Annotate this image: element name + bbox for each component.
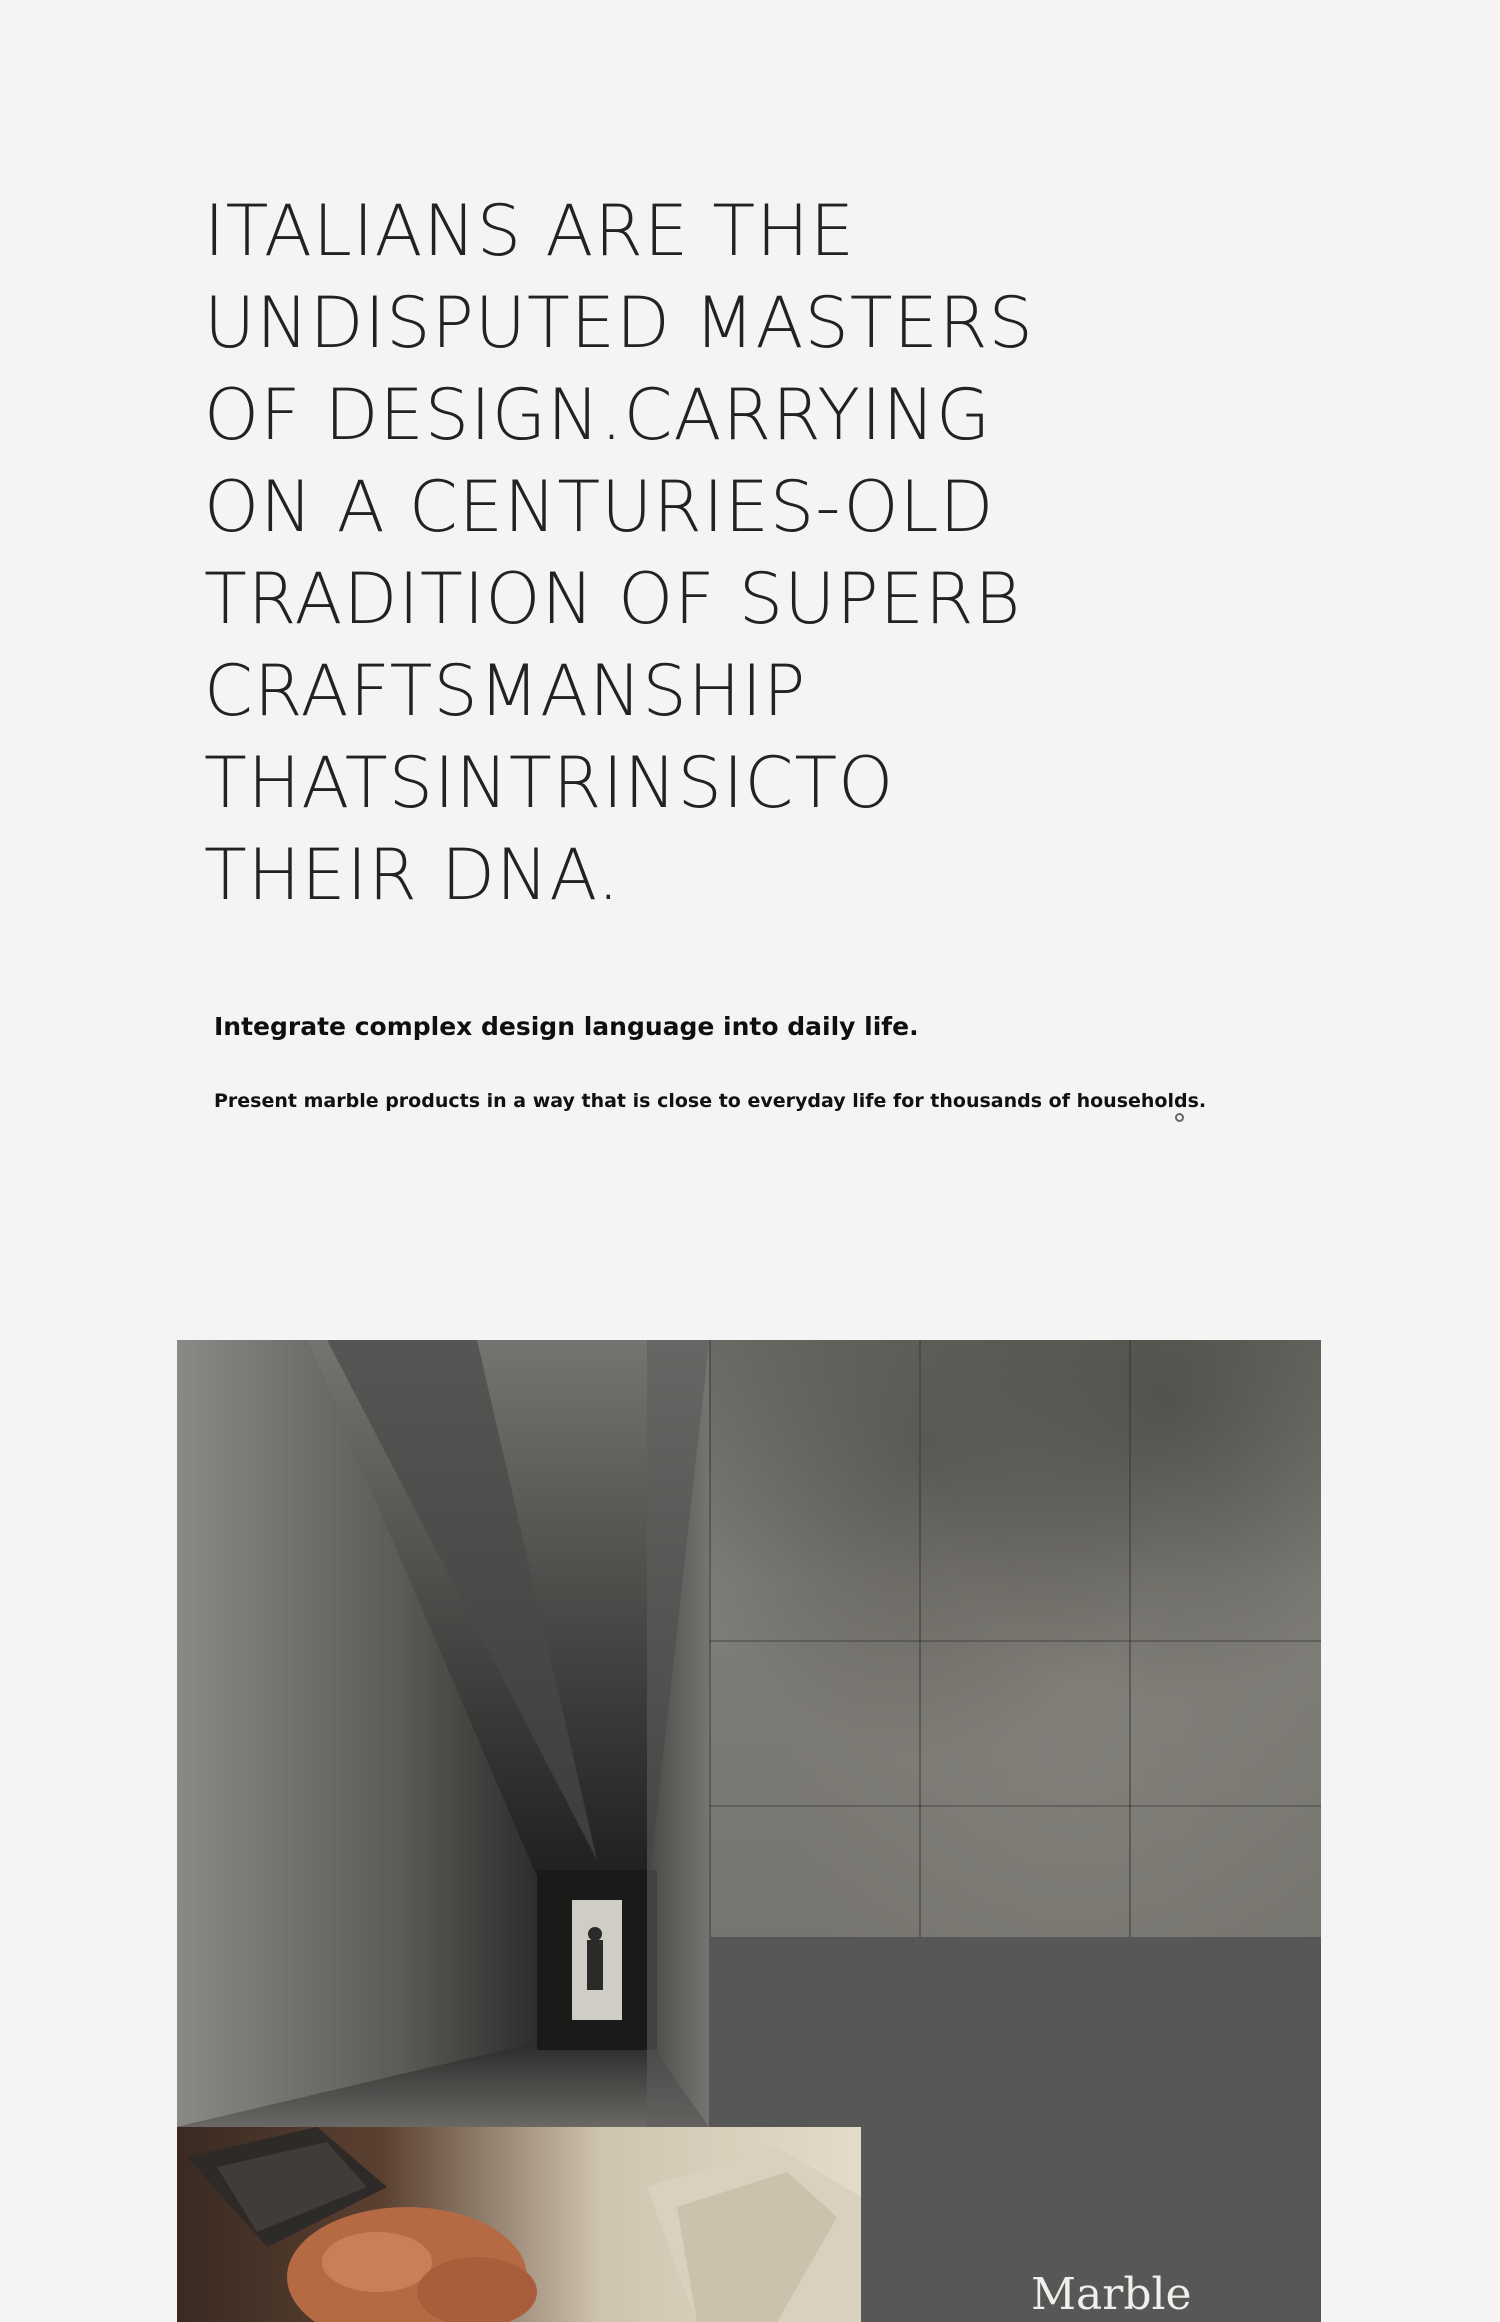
concrete-wall-photo — [709, 1340, 1321, 1937]
headline-line: THATSINTRINSICTO — [204, 742, 895, 824]
headline-line: TRADITION OF SUPERB — [204, 558, 1022, 640]
headline-line: UNDISPUTED MASTERS — [204, 282, 1034, 364]
corridor-photo — [177, 1340, 709, 2127]
marble-panel — [861, 1937, 1321, 2322]
headline-line: OF DESIGN.CARRYING — [204, 374, 992, 456]
intro-subhead: Integrate complex design language into daily life. — [214, 1012, 919, 1041]
image-collage — [177, 1340, 1321, 2322]
headline-line: CRAFTSMANSHIP — [204, 650, 807, 732]
hero-headline — [204, 185, 1064, 921]
headline-line: THEIR DNA. — [204, 834, 621, 916]
stone-carving-photo — [177, 2127, 861, 2322]
cursor-dot-icon — [1175, 1113, 1184, 1122]
intro-description: Present marble products in a way that is close to everyday life for thousands of households. — [214, 1090, 1207, 1112]
marble-label: Marble — [1031, 2269, 1192, 2320]
headline-line: ON A CENTURIES-OLD — [204, 466, 995, 548]
headline-line: ITALIANS ARE THE — [204, 190, 856, 272]
